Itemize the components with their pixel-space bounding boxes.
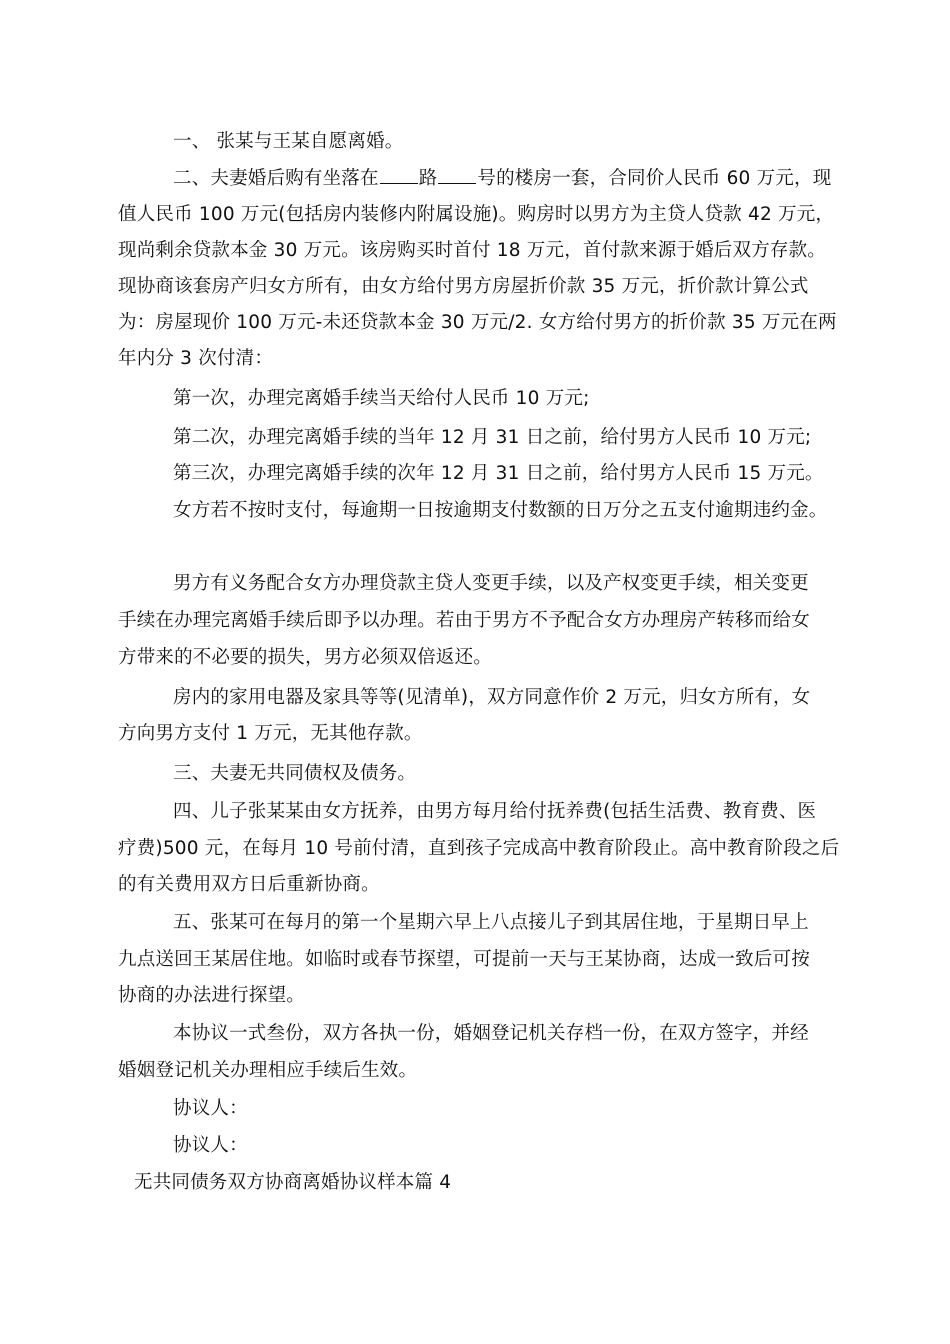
clause-3-line-2: 手续在办理完离婚手续后即予以办理。若由于男方不予配合女方办理房产转移而给女: [118, 610, 810, 631]
clause-1: 一、 张某与王某自愿离婚。: [173, 131, 404, 152]
signatory-1: 协议人：: [173, 1098, 248, 1119]
clause-2-line-2: 值人民币 100 万元(包括房内装修内附属设施)。购房时以男方为主贷人贷款 42 万元，: [118, 204, 835, 225]
furniture-clause-line-2: 方向男方支付 1 万元，无其他存款。: [118, 723, 423, 744]
clause-2-line-1: [173, 163, 893, 195]
penalty-clause: 女方若不按时支付，每逾期一日按逾期支付数额的日万分之五支付逾期违约金。: [173, 500, 828, 521]
payment-3: 第三次，办理完离婚手续的次年 12 月 31 日之前，给付男方人民币 15 万元。: [173, 463, 824, 484]
payment-2: 第二次，办理完离婚手续的当年 12 月 31 日之前，给付男方人民币 10 万元;: [173, 427, 812, 448]
payment-1: 第一次，办理完离婚手续当天给付人民币 10 万元;: [173, 388, 590, 409]
clause-2-line-3: 现尚剩余贷款本金 30 万元。该房购买时首付 18 万元，首付款来源于婚后双方存款。: [118, 240, 827, 261]
signatory-2: 协议人：: [173, 1135, 248, 1156]
validity-clause-line-1: 本协议一式叁份，双方各执一份，婚姻登记机关存档一份，在双方签字，并经: [173, 1023, 809, 1044]
clause-2-line-6: 年内分 3 次付清：: [118, 348, 274, 369]
road-blank: [380, 165, 418, 184]
clause-3-line-3: 方带来的不必要的损失，男方必须双倍返还。: [118, 647, 493, 668]
visitation-clause-line-3: 协商的办法进行探望。: [118, 985, 306, 1006]
clause-2-text-c: 号的楼房一套，合同价人民币 60 万元，现: [477, 168, 832, 189]
custody-clause-line-2: 疗费)500 元，在每月 10 号前付清，直到孩子完成高中教育阶段止。高中教育阶段之后: [118, 838, 840, 859]
clause-2-text-a: 二、夫妻婚后购有坐落在: [173, 168, 379, 189]
number-blank: [438, 165, 476, 184]
visitation-clause-line-2: 九点送回王某居住地。如临时或春节探望，可提前一天与王某协商，达成一致后可按: [118, 949, 810, 970]
clause-2-line-5: 为：房屋现价 100 万元-未还贷款本金 30 万元/2. 女方给付男方的折价款 35 万元在两: [118, 312, 837, 333]
furniture-clause-line-1: 房内的家用电器及家具等等(见清单)，双方同意作价 2 万元，归女方所有，女: [173, 687, 811, 708]
next-section-title: 无共同债务双方协商离婚协议样本篇 4: [134, 1172, 452, 1193]
clause-2-line-4: 现协商该套房产归女方所有，由女方给付男方房屋折价款 35 万元，折价款计算公式: [118, 276, 809, 297]
clause-3-line-1: 男方有义务配合女方办理贷款主贷人变更手续，以及产权变更手续，相关变更: [173, 573, 809, 594]
custody-clause-line-3: 的有关费用双方日后重新协商。: [118, 874, 380, 895]
visitation-clause-line-1: 五、张某可在每月的第一个星期六早上八点接儿子到其居住地，于星期日早上: [173, 912, 809, 933]
custody-clause-line-1: 四、儿子张某某由女方抚养，由男方每月给付抚养费(包括生活费、教育费、医: [173, 801, 817, 822]
debt-clause: 三、夫妻无共同债权及债务。: [173, 763, 417, 784]
validity-clause-line-2: 婚姻登记机关办理相应手续后生效。: [118, 1060, 418, 1081]
clause-2-text-b: 路: [418, 168, 438, 189]
